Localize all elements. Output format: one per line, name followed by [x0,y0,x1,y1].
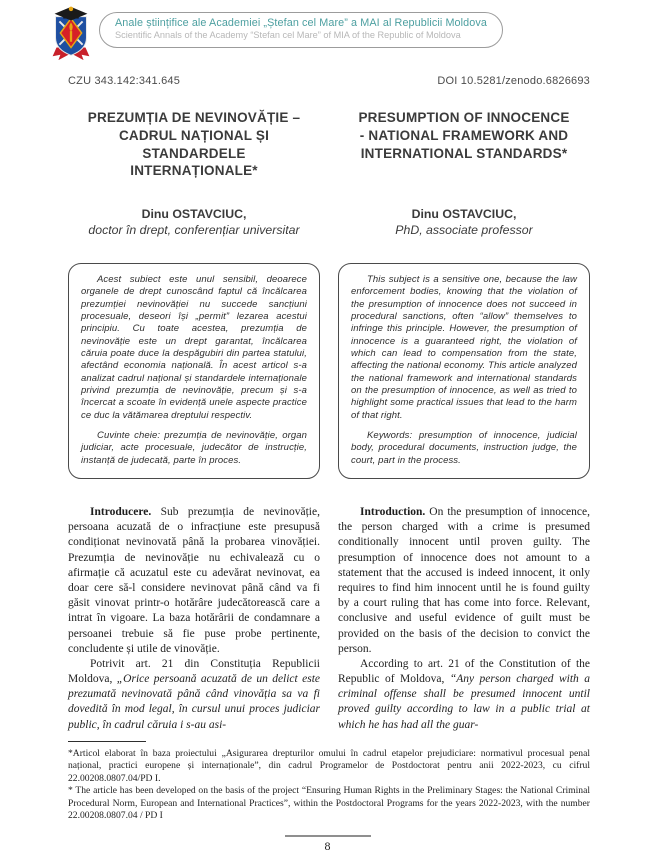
second-paragraph-en [338,657,590,733]
abstract-box-en [338,263,590,479]
journal-title-en: Scientific Annals of the Academy “Stefan cel Mare” of MIA of the Republic of Moldova [115,30,461,41]
body-column-ro [68,505,320,733]
article-title-ro [68,109,320,180]
author-role-en: PhD, associate professor [395,222,533,237]
para2-quote-ro: „Orice persoană acuzată de un delict este prezumată nevinovată până când vinovăția sa va fi dovedită în mod legal, în cursul unui proces judiciar public, în cadrul căruia i s-au asi- [68,673,320,731]
title-ro-line3: INTERNAȚIONALE* [130,163,258,179]
article-title-en [338,109,590,180]
intro-paragraph-ro [68,505,320,657]
title-en-line1: PRESUMPTION OF INNOCENCE [358,110,570,125]
title-en-line2: - NATIONAL FRAMEWORK AND [359,127,569,143]
author-block-ro [68,207,320,238]
keywords-ro: Cuvinte cheie: prezumția de nevinovăție, organ judiciar, acte procesuale, judecător de instrucție, instanță de judecată, parte în proces. [81,430,307,466]
journal-title-ro: Anale științifice ale Academiei „Ștefan cel Mare” a MAI al Republicii Moldova [115,17,487,29]
author-name-ro: Dinu OSTAVCIUC, [141,207,247,222]
keywords-en: Keywords: presumption of innocence, judicial body, procedural documents, instruction judge, the court, part in the process. [351,430,577,466]
intro-text-ro: Sub prezumția de nevinovăție, persoana acuzată de o infracțiune este presupusă condiționat nevinovată până la probarea vinovăției. Prezumția de nevinovăție nu echivalează cu o afirmație că acuzatul este cu adevărat nevinovat, ea doar cere să-l considere nevinovat până când va fi găsit vinovat printr-o hotărâre judecătorească care a intrat în vigoare. La baza hotărârii de condamnare a persoanei trebuie să fie puse probe pertinente, concludente și utile de vinovăție. [68,506,320,655]
title-ro-line1: PREZUMȚIA DE NEVINOVĂȚIE – [87,110,301,125]
journal-title-banner [99,12,503,48]
page-footer [0,835,655,854]
footnote-en: * The article has been developed on the basis of the project “Ensuring Human Rights in the Preliminary Stages: the National Criminal Procedural Norm, European and International Practices”, within the Postdoctoral Programs for the years 2022-2023, with the number 22.00208.0807.04 / PD I [68,785,590,822]
title-en-line3: INTERNATIONAL STANDARDS* [360,145,568,161]
para2-quote-en: “Any person charged with a criminal offense shall be presumed innocent until proved guilty according to law in a public trial at which he has had all the guar- [338,673,590,731]
body-column-en [338,505,590,733]
abstract-text-ro: Acest subiect este unul sensibil, deoarece organele de drept cunoscând faptul că încălcarea prezumției nevinovăției nu succede sancțiuni procesuale, deseori își „permit” lezarea acestui principiu. Cu toate acestea, prezumția de nevinovăție este un drept garantat, încălcarea căruia poate duce la despăgubiri din partea statului, afectând economia națională. În acest articol s-a analizat cadrul național și standardele internaționale privind prezumția de nevinovăție, precum și s-a încercat a scoate în evidență unele aspecte practice ce duc la vătămarea dreptului respectiv. [81,273,307,421]
abstract-box-ro [68,263,320,479]
para2-lead-en: According to art. 21 of the Constitution of the Republic of Moldova, [338,657,590,686]
footnote-ro: *Articol elaborat în baza proiectului „Asigurarea drepturilor omului în cadrul etapelor prejudiciare: normativul procesual penal național, practici europene și internaționale”, din cadrul Programelor de Postdoctorat pentru anii 2022-2023, cu cifrul 22.00208.0807.04/PD I. [68,747,590,784]
intro-heading-ro: Introducere. [90,506,152,519]
para2-lead-ro: Potrivit art. 21 din Constituția Republicii Moldova, [68,657,320,686]
author-name-en: Dinu OSTAVCIUC, [411,207,517,222]
article-meta-row [68,75,590,87]
two-column-layout [68,109,590,733]
page-number: 8 [324,839,331,853]
footnote-separator [68,741,146,742]
author-role-ro: doctor în drept, conferențiar universitar [88,222,300,237]
second-paragraph-ro [68,657,320,733]
doi-code[interactable]: DOI 10.5281/zenodo.6826693 [437,75,590,87]
journal-header [0,0,655,63]
intro-heading-en: Introduction. [360,506,426,519]
abstract-text-en: This subject is a sensitive one, because the law enforcement bodies, knowing that the violation of the presumption of innocence does not succeed in procedural sanctions, often “allow” themselves to infringe this principle. However, the presumption of innocence is a guaranteed right, the violation of which can lead to compensation from the state, affecting the national economy. This article analyzed the national framework and international standards on the presumption of innocence, as well as tried to highlight some practical issues that lead to the harm of that right. [351,273,577,421]
academy-coat-of-arms-icon [46,5,96,63]
intro-paragraph-en [338,505,590,657]
author-block-en [338,207,590,238]
footer-rule [285,835,371,837]
title-ro-line2: CADRUL NAȚIONAL ȘI STANDARDELE [118,127,270,161]
footnotes-section [68,741,590,823]
intro-text-en: On the presumption of innocence, the person charged with a crime is presumed conditionally innocent until proven guilty. The presumption of innocence does not amount to a statement that the accused is indeed innocent, it only requires to find him innocent until he is found guilty by a court ruling that has come into force. Relevant, conclusive and useful evidence of guilt must be provided on the basis of the decision to convict the person. [338,506,590,655]
czu-code: CZU 343.142:341.645 [68,75,181,87]
